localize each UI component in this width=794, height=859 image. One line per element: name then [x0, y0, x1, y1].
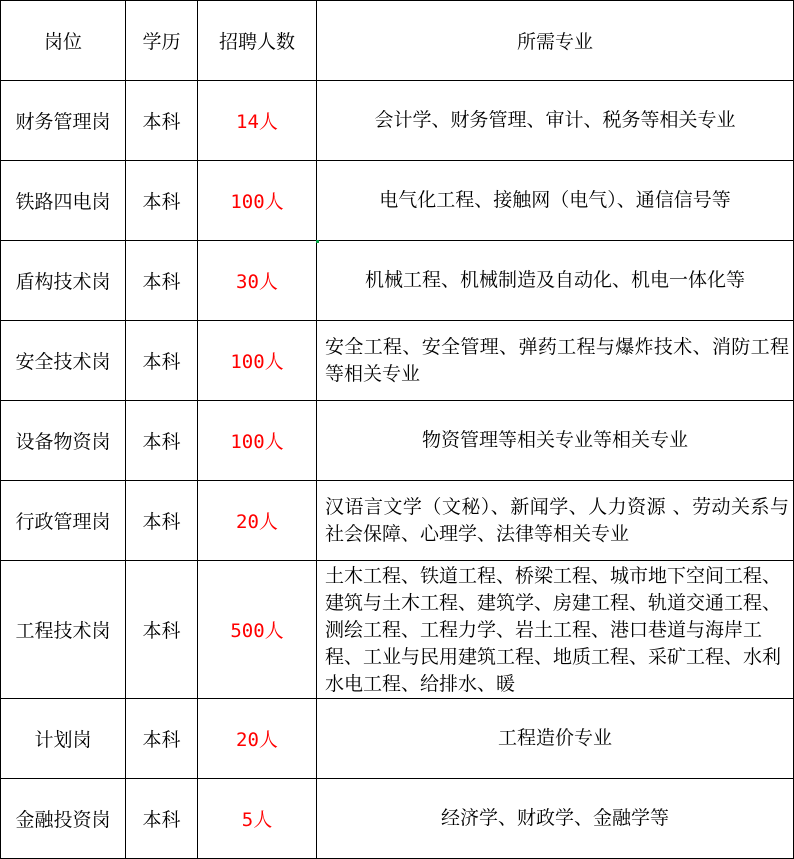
table-row [1, 81, 794, 161]
education-cell: 本科 [126, 699, 198, 779]
position-cell: 金融投资岗 [1, 779, 126, 859]
table-row [1, 481, 794, 561]
major-cell: 机械工程、机械制造及自动化、机电一体化等 [317, 241, 794, 321]
count-cell: 100人 [198, 321, 317, 401]
education-cell: 本科 [126, 321, 198, 401]
position-cell: 设备物资岗 [1, 401, 126, 481]
table-row [1, 779, 794, 859]
count-cell: 14人 [198, 81, 317, 161]
count-cell: 20人 [198, 699, 317, 779]
education-cell: 本科 [126, 561, 198, 699]
position-cell: 行政管理岗 [1, 481, 126, 561]
major-cell: 会计学、财务管理、审计、税务等相关专业 [317, 81, 794, 161]
count-cell: 500人 [198, 561, 317, 699]
table-row [1, 401, 794, 481]
position-cell: 财务管理岗 [1, 81, 126, 161]
header-position: 岗位 [1, 1, 126, 81]
education-cell: 本科 [126, 81, 198, 161]
major-cell: 工程造价专业 [317, 699, 794, 779]
count-cell: 20人 [198, 481, 317, 561]
count-cell: 5人 [198, 779, 317, 859]
major-cell: 汉语言文学（文秘）、新闻学、人力资源 、劳动关系与社会保障、心理学、法律等相关专业 [317, 481, 794, 561]
education-cell: 本科 [126, 481, 198, 561]
cell-marker [316, 240, 319, 243]
table-row [1, 321, 794, 401]
position-cell: 工程技术岗 [1, 561, 126, 699]
position-cell: 盾构技术岗 [1, 241, 126, 321]
table-row [1, 561, 794, 699]
position-cell: 计划岗 [1, 699, 126, 779]
education-cell: 本科 [126, 401, 198, 481]
table-row [1, 161, 794, 241]
education-cell: 本科 [126, 241, 198, 321]
major-cell: 安全工程、安全管理、弹药工程与爆炸技术、消防工程等相关专业 [317, 321, 794, 401]
count-cell: 30人 [198, 241, 317, 321]
header-count: 招聘人数 [198, 1, 317, 81]
major-cell: 物资管理等相关专业等相关专业 [317, 401, 794, 481]
header-row [1, 1, 794, 81]
count-cell: 100人 [198, 161, 317, 241]
position-cell: 铁路四电岗 [1, 161, 126, 241]
major-cell: 电气化工程、接触网（电气）、通信信号等 [317, 161, 794, 241]
header-education: 学历 [126, 1, 198, 81]
table-row [1, 241, 794, 321]
education-cell: 本科 [126, 779, 198, 859]
count-cell: 100人 [198, 401, 317, 481]
header-major: 所需专业 [317, 1, 794, 81]
major-cell: 经济学、财政学、金融学等 [317, 779, 794, 859]
position-cell: 安全技术岗 [1, 321, 126, 401]
major-text-clipped: 土木工程、铁道工程、桥梁工程、城市地下空间工程、建筑与土木工程、建筑学、房建工程、轨道交通工程、测绘工程、工程力学、岩土工程、港口巷道与海岸工程、工业与民用建筑工程、地质工程、采矿工程、水利水电工程、给排水、暖 [325, 564, 782, 695]
major-cell-clipped [317, 561, 794, 699]
education-cell: 本科 [126, 161, 198, 241]
table-row [1, 699, 794, 779]
